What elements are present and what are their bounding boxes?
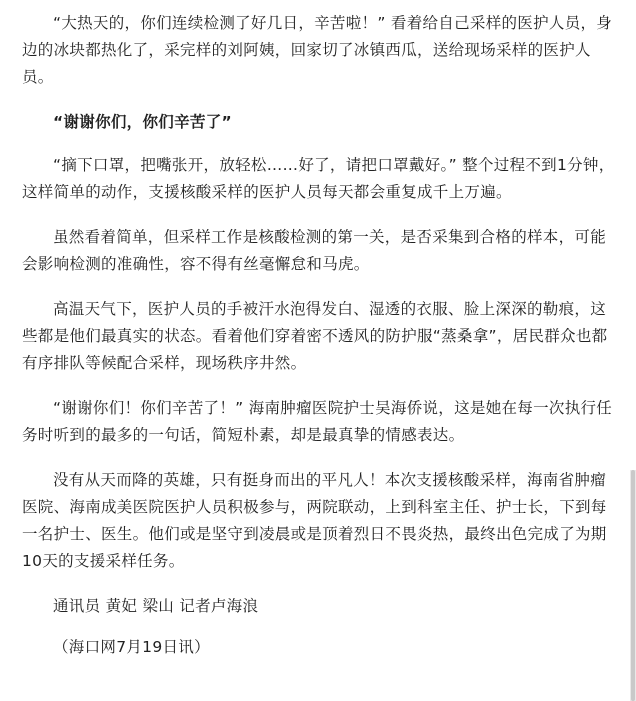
- scrollbar-thumb[interactable]: [631, 470, 635, 701]
- article-subheading: “谢谢你们，你们辛苦了”: [53, 113, 232, 131]
- paragraph-5: “谢谢你们！你们辛苦了！” 海南肿瘤医院护士吴海侨说，这是她在每一次执行任务时听到的最多的一句话，简短朴素，却是最真挚的情感表达。: [22, 399, 613, 444]
- paragraph-4: 高温天气下，医护人员的手被汗水泡得发白、湿透的衣服、脸上深深的勒痕，这些都是他们最真实的状态。看着他们穿着密不透风的防护服“蒸桑拿”，居民群众也都有序排队等候配合采样，现场秩序井然。: [22, 300, 608, 372]
- paragraph-3: 虽然看着简单，但采样工作是核酸检测的第一关，是否采集到合格的样本，可能会影响检测的准确性，容不得有丝毫懈怠和马虎。: [22, 228, 607, 273]
- article-byline: 通讯员 黄妃 梁山 记者卢海浪: [53, 597, 259, 615]
- vertical-scrollbar[interactable]: [630, 470, 636, 701]
- paragraph-1: “大热天的，你们连续检测了好几日，辛苦啦！” 看着给自己采样的医护人员，身边的冰块都热化了，采完样的刘阿姨，回家切了冰镇西瓜，送给现场采样的医护人员。: [22, 14, 613, 86]
- paragraph-2: “摘下口罩，把嘴张开，放轻松……好了，请把口罩戴好。” 整个过程不到1分钟，这样简单的动作，支援核酸采样的医护人员每天都会重复成千上万遍。: [22, 156, 615, 201]
- article-source: （海口网7月19日讯）: [53, 638, 210, 656]
- paragraph-6: 没有从天而降的英雄，只有挺身而出的平凡人！本次支援核酸采样，海南省肿瘤医院、海南成美医院医护人员积极参与，两院联动，上到科室主任、护士长，下到每一名护士、医生。他们或是坚守到凌晨或是顶着烈日不畏炎热，最终出色完成了为期10天的支援采样任务。: [22, 471, 607, 570]
